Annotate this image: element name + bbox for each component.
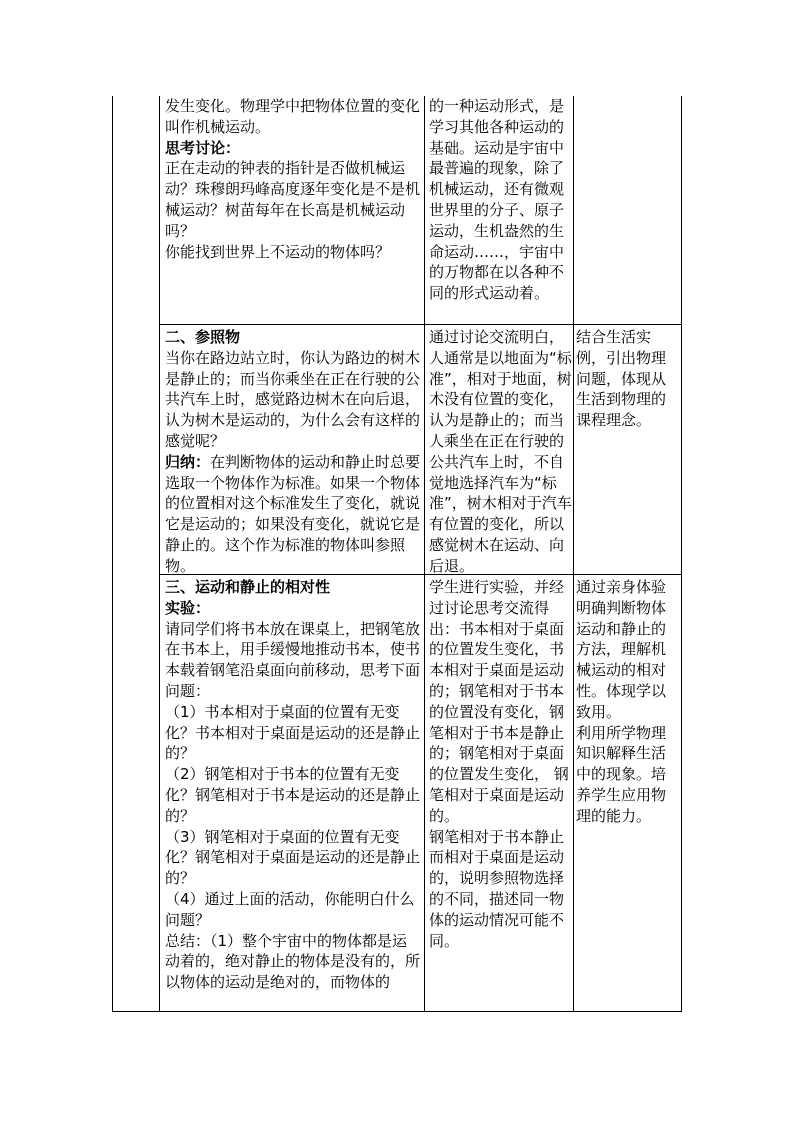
row2-heading-reference: 二、参照物 (165, 328, 241, 346)
table-col-divider-2 (424, 96, 425, 1012)
row2-intent-cell: 结合生活实例，引出物理问题，体现从生活到物理的课程理念。 (576, 328, 667, 430)
row3-student-activity-cell: 学生进行实验，并经过讨论思考交流得出：书本相对于桌面的位置发生变化，书本相对于桌面是运动的；钢笔相对于书本的位置没有变化，钢笔相对于书本是静止的；钢笔相对于桌面的位置发生变化， 钢笔相对于桌面是运动的。 钢笔相对于书本静止而相对于桌面是运动的，说明参照物选择的不同，描述同一物体的运动情况可能不同。 (429, 578, 569, 950)
row-divider-1 (159, 324, 681, 325)
table-border-bottom (112, 1011, 682, 1012)
lesson-table (112, 96, 682, 1012)
row2-paragraph-1: 当你在路边站立时，你认为路边的树木是静止的；而当你乘坐在正在行驶的公共汽车上时，感觉路边树木在向后退，认为树木是运动的，为什么会有这样的感觉呢？ (165, 348, 421, 450)
row3-intent-cell: 通过亲身体验明确判断物体运动和静止的方法，理解机械运动的相对性。体现学以致用。 利用所学物理知识解释生活中的现象。培养学生应用物理的能力。 (576, 578, 667, 825)
row1-content-cell (165, 96, 421, 262)
row1-paragraph-2: 正在走动的钟表的指针是否做机械运动？珠穆朗玛峰高度逐年变化是不是机械运动？树苗每年在长高是机械运动吗？ 你能找到世界上不运动的物体吗？ (165, 159, 421, 261)
table-col-divider-3 (573, 96, 574, 1012)
table-border-left (112, 96, 113, 1012)
table-border-right (681, 96, 682, 1012)
row3-content-cell (165, 577, 421, 993)
row3-paragraph: 请同学们将书本放在课桌上，把钢笔放在书本上，用手缓慢地推动书本，使书本载着钢笔沿桌面向前移动，思考下面问题： （1）书本相对于桌面的位置有无变化？书本相对于桌面是运动的还是静止的？ （2）钢笔相对于书本的位置有无变化？钢笔相对于书本是运动的还是静止的？ （3）钢笔相对于桌面的位置有无变化？钢笔相对于桌面是运动的还是静止的？ （4）通过上面的活动，你能明白什么问题？ 总结：（1）整个宇宙中的物体都是运动着的，绝对静止的物体是没有的，所以物体的运动是绝对的，而物体的 (165, 619, 421, 992)
row1-paragraph-1: 发生变化。物理学中把物体位置的变化叫作机械运动。 (165, 97, 421, 136)
row2-content-cell (165, 327, 421, 577)
row2-paragraph-2: 在判断物体的运动和静止时总要选取一个物体作为标准。如果一个物体的位置相对这个标准发生了变化，就说它是运动的；如果没有变化，就说它是静止的。这个作为标准的物体叫参照物。 (165, 452, 421, 575)
row3-heading-relativity: 三、运动和静止的相对性 (165, 578, 331, 596)
row1-student-activity-cell: 的一种运动形式，是学习其他各种运动的基础。运动是宇宙中最普遍的现象，除了机械运动，还有微观世界里的分子、原子运动，生机盎然的生命运动……，宇宙中的万物都在以各种不同的形式运动着。 (429, 97, 565, 303)
row1-heading-discussion: 思考讨论： (165, 138, 241, 157)
row3-heading-experiment: 实验： (165, 598, 211, 617)
row2-student-activity-cell: 通过讨论交流明白，人通常是以地面为“标准”，相对于地面，树木没有位置的变化，认为是静止的；而当人乘坐在正在行驶的公共汽车上时，不自觉地选择汽车为“标准”，树木相对于汽车有位置的变化，所以感觉树木在运动、向后退。 (429, 328, 572, 575)
table-col-divider-1 (159, 96, 160, 1012)
row2-heading-summary: 归纳： (165, 452, 211, 471)
